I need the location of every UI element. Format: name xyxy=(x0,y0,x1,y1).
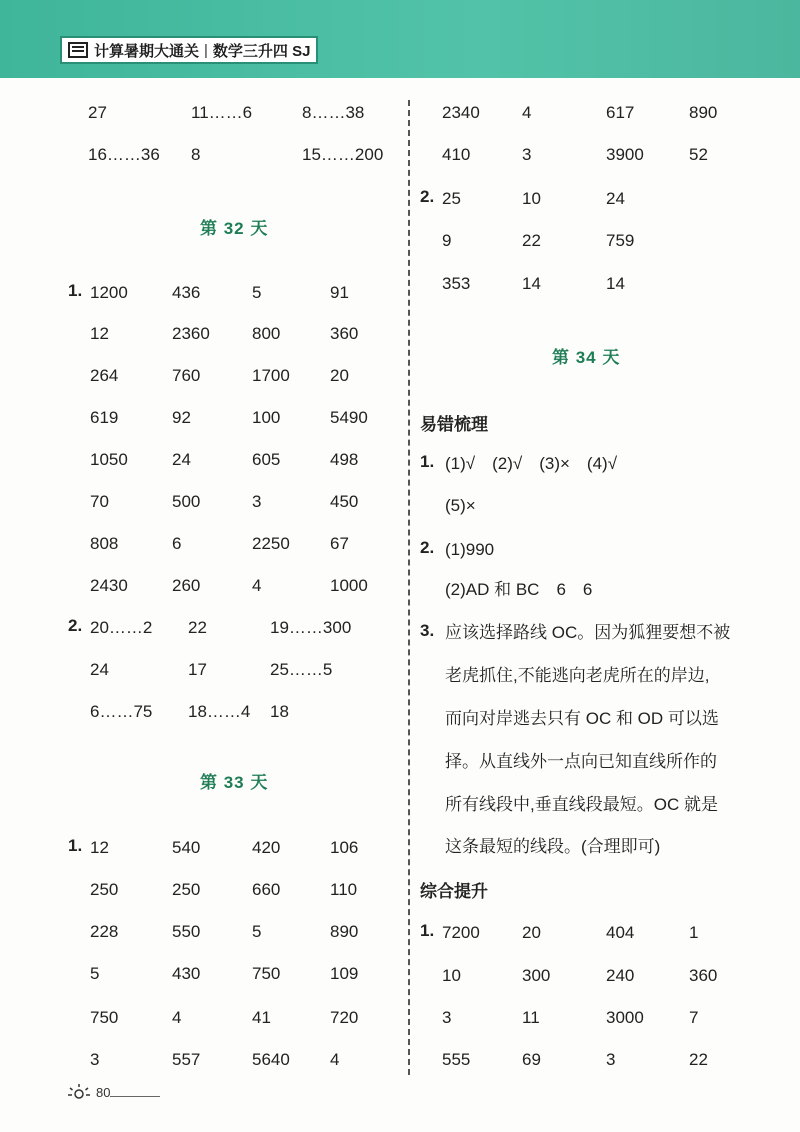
answer-line: 所有线段中,垂直线段最短。OC 就是 xyxy=(445,795,718,814)
footer-rule xyxy=(110,1096,160,1097)
book-title-tab xyxy=(60,36,318,64)
question-number: 2. xyxy=(420,187,435,206)
answer-line: 而向对岸逃去只有 OC 和 OD 可以选 xyxy=(445,709,719,728)
question-number: 1. xyxy=(420,452,435,471)
sun-icon xyxy=(66,1082,92,1102)
day-33-title: 第 33 天 xyxy=(200,773,269,792)
answer-line: 应该选择路线 OC。因为狐狸要想不被 xyxy=(445,623,731,642)
day-32-title: 第 32 天 xyxy=(200,219,269,238)
section-heading-improve: 综合提升 xyxy=(420,882,488,901)
page-header xyxy=(0,0,800,78)
question-number: 2. xyxy=(68,616,83,635)
day-34-title: 第 34 天 xyxy=(552,348,621,367)
page-footer xyxy=(66,1082,110,1102)
answer-line: 老虎抓住,不能逃向老虎所在的岸边, xyxy=(445,666,710,685)
book-title: 计算暑期大通关 xyxy=(94,42,200,60)
question-number: 3. xyxy=(420,621,435,640)
column-divider xyxy=(408,100,410,1075)
page-number: 80 xyxy=(96,1084,111,1100)
section-heading-errors: 易错梳理 xyxy=(420,415,488,434)
question-number: 1. xyxy=(420,921,435,940)
question-number: 1. xyxy=(68,281,83,300)
answer-line: 择。从直线外一点向已知直线所作的 xyxy=(445,752,717,771)
answer-line: 这条最短的线段。(合理即可) xyxy=(445,837,661,856)
title-separator: | xyxy=(204,41,208,59)
answer-line: (1)√ (2)√ (3)× (4)√ xyxy=(445,454,618,473)
answer-line: (5)× xyxy=(445,496,476,515)
answer-line: (1)990 xyxy=(445,540,495,559)
book-icon xyxy=(68,42,88,58)
answer-line: (2)AD 和 BC 6 6 xyxy=(445,580,593,599)
question-number: 2. xyxy=(420,538,435,557)
question-number: 1. xyxy=(68,836,83,855)
book-subject: 数学三升四 SJ xyxy=(212,42,311,60)
